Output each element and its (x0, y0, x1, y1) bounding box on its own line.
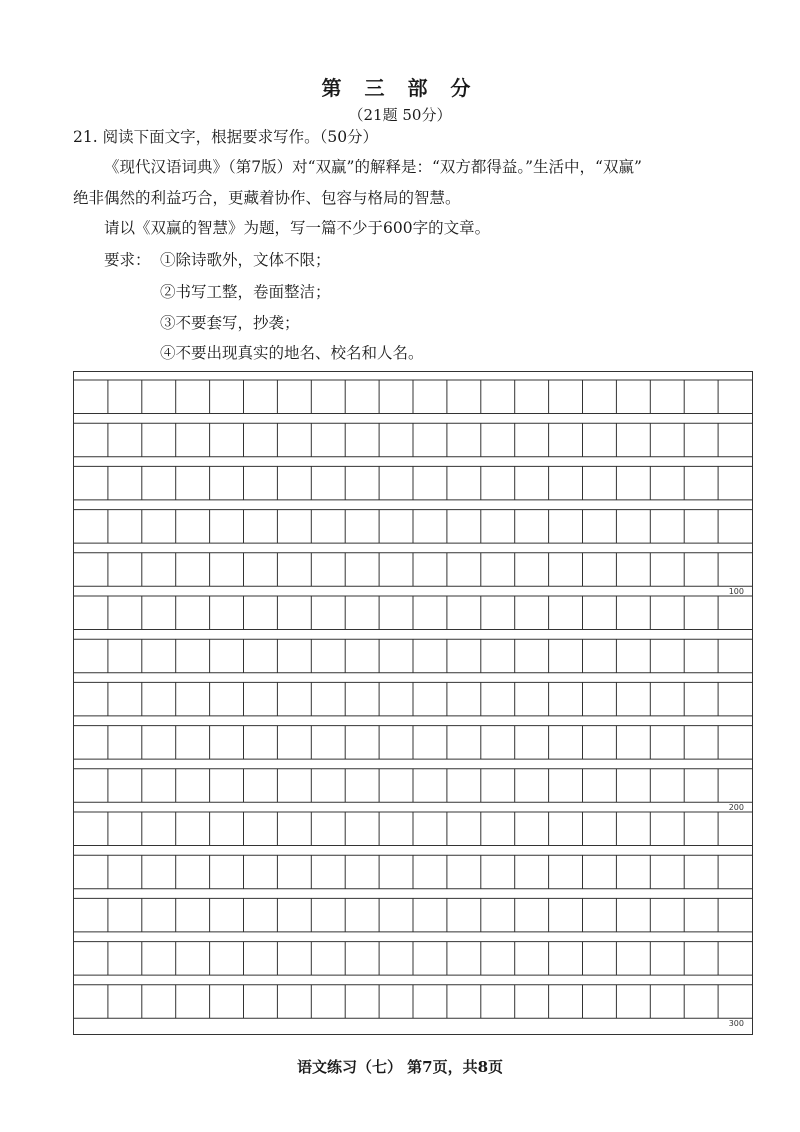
requirement-item: ②书写工整，卷面整洁； (160, 283, 331, 301)
question-heading: 21. 阅读下面文字，根据要求写作。（50分） (73, 128, 379, 146)
section-subtitle: （21题 50分） (348, 106, 452, 124)
section-title: 第 三 部 分 (321, 76, 479, 100)
requirement-item: ③不要套写，抄袭； (160, 314, 300, 332)
word-count-mark: 300 (728, 1018, 744, 1028)
writing-prompt: 请以《双赢的智慧》为题，写一篇不少于600字的文章。 (104, 219, 491, 237)
passage-line-1: 《现代汉语词典》（第7版）对“双赢”的解释是：“双方都得益。”生活中，“双赢” (104, 158, 642, 176)
requirement-item: ④不要出现真实的地名、校名和人名。 (160, 344, 424, 362)
answer-grid[interactable] (73, 371, 753, 1035)
page-footer: 语文练习（七） 第7页，共8页 (296, 1058, 504, 1076)
passage-line-2: 绝非偶然的利益巧合，更藏着协作、包容与格局的智慧。 (73, 189, 461, 207)
word-count-mark: 200 (728, 802, 744, 812)
requirements-label: 要求： (104, 251, 151, 269)
word-count-mark: 100 (728, 586, 744, 596)
requirement-item: ①除诗歌外，文体不限； (160, 251, 331, 269)
answer-grid-lines (74, 372, 754, 1036)
